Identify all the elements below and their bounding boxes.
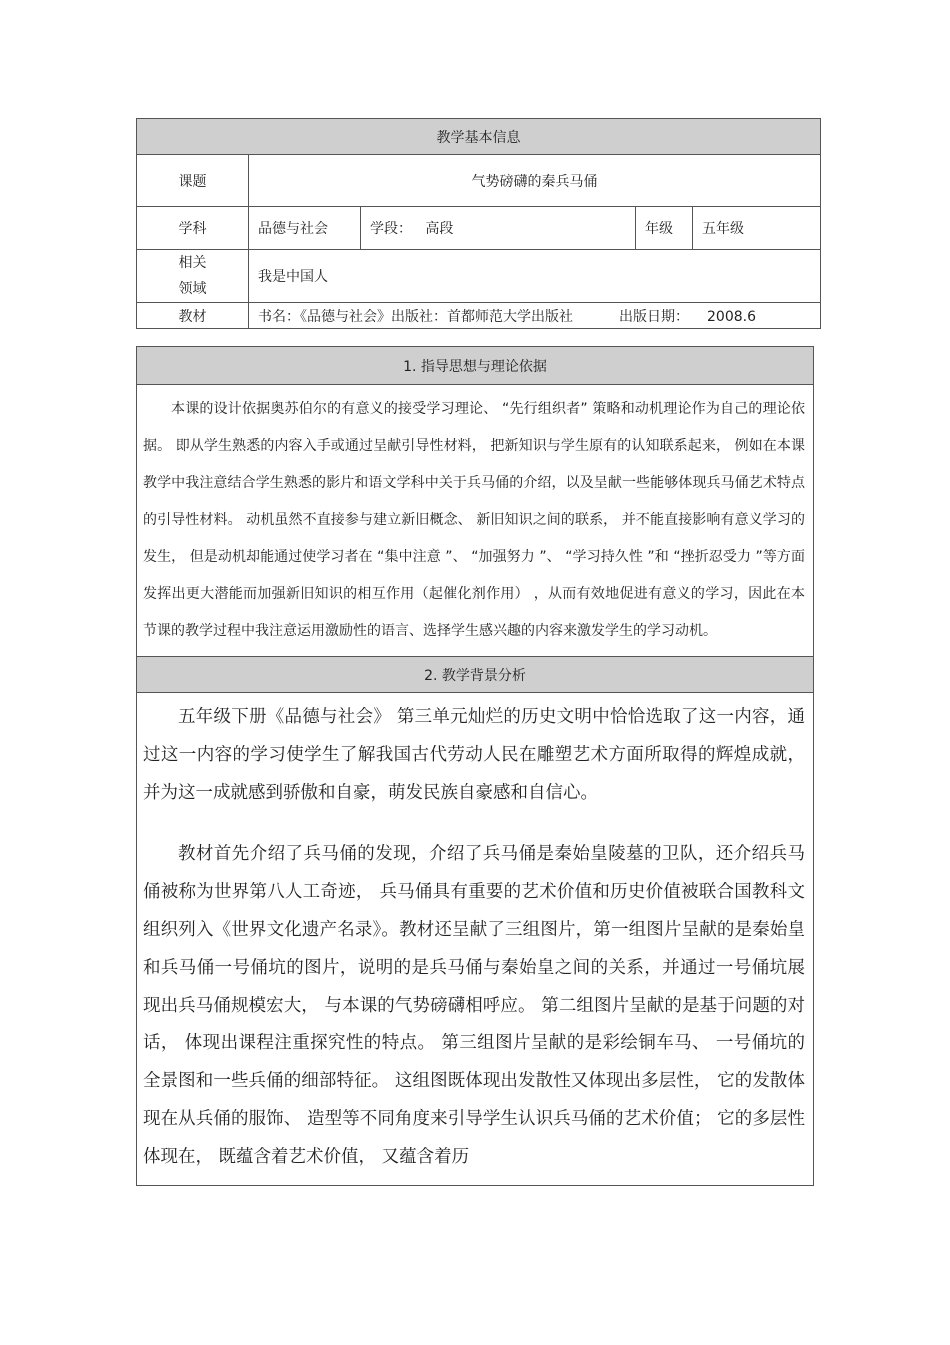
stage-cell (361, 207, 636, 250)
material-label: 教材 (137, 303, 249, 329)
basic-info-header: 教学基本信息 (137, 119, 821, 155)
topic-value: 气势磅礴的秦兵马俑 (249, 155, 821, 207)
section2-body (137, 693, 814, 1186)
related-field-value: 我是中国人 (249, 250, 821, 303)
topic-label: 课题 (137, 155, 249, 207)
material-date-label: 出版日期： (619, 308, 689, 325)
section1-header: 1. 指导思想与理论依据 (137, 347, 814, 385)
material-book: 书名：《品德与社会》出版社：首都师范大学出版社 (258, 308, 573, 325)
section1-body (137, 385, 814, 657)
related-label-line1: 相关 (178, 255, 207, 271)
section2-header: 2. 教学背景分析 (137, 657, 814, 693)
stage-label: 学段： (370, 221, 412, 237)
related-field-label (137, 250, 249, 303)
related-label-line2: 领域 (178, 281, 207, 297)
grade-label: 年级 (636, 207, 693, 250)
section1-text: 本课的设计依据奥苏伯尔的有意义的接受学习理论、 “先行组织者” 策略和动机理论作为自己的理论依据。 即从学生熟悉的内容入手或通过呈献引导性材料， 把新知识与学生原有的认知联系起来， 例如在本课教学中我注意结合学生熟悉的影片和语文学科中关于兵马俑的介绍，以及呈献一些能够体现兵马俑艺术特点的引导性材料。 动机虽然不直接参与建立新旧概念、 新旧知识之间的联系， 并不能直接影响有意义学习的发生， 但是动机却能通过使学习者在 “集中注意 ”、 “加强努力 ”、 “学习持久性 ”和 “挫折忍受力 ”等方面发挥出更大潜能而加强新旧知识的相互作用（起催化剂作用） ，从而有效地促进有意义的学习，因此在本节课的教学过程中我注意运用激励性的语言、选择学生感兴趣的内容来激发学生的学习动机。 (143, 401, 805, 639)
stage-value: 高段 (425, 221, 454, 237)
basic-info-table (136, 118, 821, 329)
material-date-value: 2008.6 (707, 308, 756, 325)
subject-value: 品德与社会 (249, 207, 361, 250)
teaching-design-table (136, 346, 814, 1186)
section2-para1: 五年级下册《品德与社会》 第三单元灿烂的历史文明中恰恰选取了这一内容，通过这一内容的学习使学生了解我国古代劳动人民在雕塑艺术方面所取得的辉煌成就，并为这一成就感到骄傲和自豪，萌发民族自豪感和自信心。 (143, 707, 805, 803)
grade-value: 五年级 (693, 207, 821, 250)
material-cell (249, 303, 821, 329)
subject-label: 学科 (137, 207, 249, 250)
section2-para2: 教材首先介绍了兵马俑的发现，介绍了兵马俑是秦始皇陵墓的卫队，还介绍兵马俑被称为世界第八人工奇迹， 兵马俑具有重要的艺术价值和历史价值被联合国教科文组织列入《世界文化遗产名录》。教材还呈献了三组图片，第一组图片呈献的是秦始皇和兵马俑一号俑坑的图片，说明的是兵马俑与秦始皇之间的关系，并通过一号俑坑展现出兵马俑规模宏大， 与本课的气势磅礴相呼应。 第二组图片呈献的是基于问题的对话， 体现出课程注重探究性的特点。 第三组图片呈献的是彩绘铜车马、 一号俑坑的全景图和一些兵俑的细部特征。 这组图既体现出发散性又体现出多层性， 它的发散体现在从兵俑的服饰、 造型等不同角度来引导学生认识兵马俑的艺术价值； 它的多层性体现在， 既蕴含着艺术价值， 又蕴含着历 (143, 844, 805, 1167)
